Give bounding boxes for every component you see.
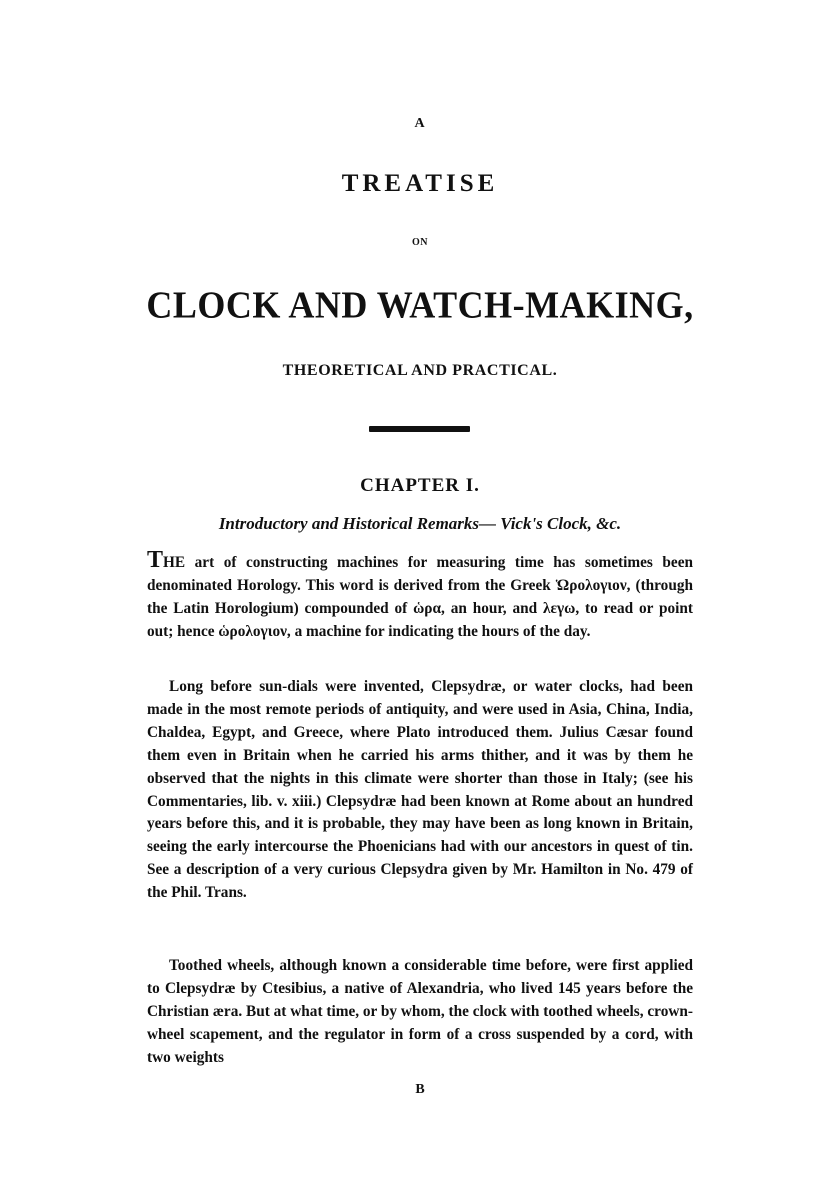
chapter-heading: CHAPTER I. — [360, 475, 480, 496]
signature-mark: B — [415, 1082, 425, 1097]
paragraph-text: Toothed wheels, although known a considerable time before, were first applied to Clepsydræ by Ctesibius, a native of Alexandria, who lived 145 years before the Christian æra. But at what time, or by whom, the clock with toothed wheels, crown-wheel scapement, and the regulator in form of a cross suspended by a cord, with two weights — [147, 957, 693, 1066]
paragraph-3 — [147, 955, 693, 1070]
main-title: CLOCK AND WATCH-MAKING, — [146, 284, 694, 326]
chapter-summary: Introductory and Historical Remarks— Vick's Clock, &c. — [218, 514, 622, 533]
title-on: ON — [412, 237, 428, 248]
ornamental-rule — [369, 426, 470, 432]
title-treatise: TREATISE — [341, 170, 499, 197]
paragraph-1 — [147, 549, 693, 644]
subtitle: THEORETICAL AND PRACTICAL. — [282, 362, 558, 379]
title-article: A — [414, 116, 426, 131]
paragraph-text: THE art of constructing machines for measuring time has sometimes been denominated Horology. This word is derived from the Greek Ὡρολογιον, (through the Latin Horologium) compounded of ὡρα, an hour, and λεγω, to read or point out; hence ὡρολογιον, a machine for indicating the hours of the day. — [147, 547, 693, 640]
paragraph-2 — [147, 676, 693, 905]
paragraph-text: Long before sun-dials were invented, Clepsydræ, or water clocks, had been made in the most remote periods of antiquity, and were used in Asia, China, India, Chaldea, Egypt, and Greece, where Plato introduced them. Julius Cæsar found them even in Britain when he carried his arms thither, and it was by them he observed that the nights in this climate were shorter than those in Italy; (see his Commentaries, lib. v. xiii.) Clepsydræ had been known at Rome about an hundred years before this, and it is probable, they may have been as long known in Britain, seeing the early intercourse the Phoenicians had with our ancestors in quest of tin. See a description of a very curious Clepsydra given by Mr. Hamilton in No. 479 of the Phil. Trans. — [147, 678, 693, 902]
